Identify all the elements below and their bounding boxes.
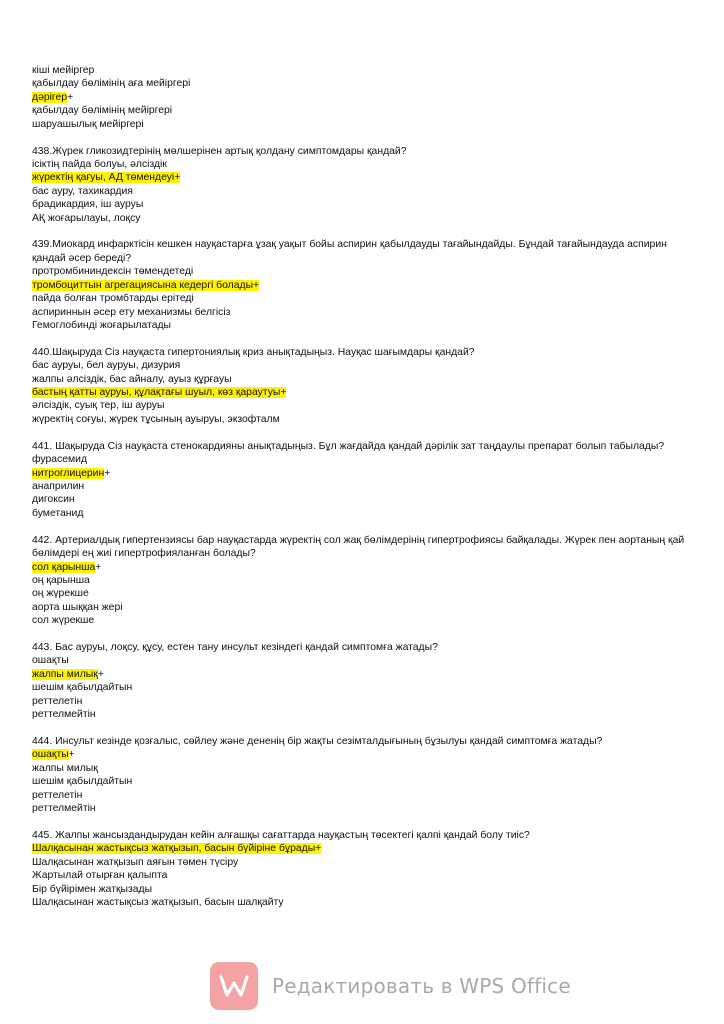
- answer-option: [32, 614, 692, 627]
- answer-option: [32, 574, 692, 587]
- answer-option: [32, 681, 692, 694]
- option-text: реттелмейтін: [32, 803, 96, 814]
- option-text: реттелетін: [32, 695, 83, 707]
- question-title: 445. Жалпы жансыздандырудан кейін алғашқы сағаттарда науқастың төсектегі қалпі қандай болу тиіс?: [32, 829, 530, 841]
- option-text: аорта шыққан жері: [32, 601, 123, 613]
- answer-option: [32, 413, 692, 426]
- correct-marker: +: [68, 749, 75, 761]
- option-text: Гемоглобинді жоғарылатады: [32, 319, 172, 331]
- wps-edit-label: Редактировать в WPS Office: [272, 974, 571, 998]
- answer-option-correct: [32, 91, 692, 104]
- option-text: ошақты: [32, 655, 69, 667]
- answer-option: [32, 869, 692, 882]
- option-text: Шалқасынан жастықсыз жатқызып, басын шалқайту: [32, 896, 284, 908]
- block-gap: [32, 225, 692, 239]
- answer-option: [32, 198, 692, 211]
- highlighted-answer: Шалқасынан жастықсыз жатқызып, басын бүйіріне бұрады+: [32, 843, 322, 855]
- option-text: анаприлин: [32, 480, 85, 492]
- highlighted-answer: ошақты: [32, 749, 69, 761]
- answer-option: [32, 708, 692, 721]
- option-text: шешім қабылдайтын: [32, 682, 133, 694]
- question-title: 444. Инсульт кезінде қозғалыс, сөйлеу және дененің бір жақты сезімталдығының бұзылуы қандай симптомға жатады?: [32, 735, 603, 747]
- option-text: кіші мейіргер: [32, 65, 95, 76]
- answer-option: [32, 319, 692, 332]
- answer-option: [32, 762, 692, 775]
- answer-option: [32, 185, 692, 198]
- answer-option: [32, 399, 692, 412]
- highlighted-answer: тромбоциттын агрегациясына кедергі болады+: [32, 279, 260, 291]
- option-text: оң жүрекше: [32, 588, 89, 600]
- answer-option: [32, 292, 692, 305]
- question-title: 442. Артериалдық гипертензиясы бар науқастарда жүректің сол жақ бөлімдерінің гипертрофиясы байқалады. Жүрек пен аортаның қай бөлімдері ең жиі гипертрофияланған болады?: [32, 534, 685, 560]
- option-text: брадикардия, іш ауруы: [32, 199, 144, 211]
- highlighted-answer: нитроглицерин: [32, 467, 105, 479]
- correct-marker: +: [95, 561, 102, 573]
- answer-option: [32, 654, 692, 667]
- wps-edit-banner[interactable]: [210, 962, 571, 1010]
- answer-option: [32, 896, 692, 909]
- block-gap: [32, 628, 692, 642]
- block-gap: [32, 131, 692, 145]
- option-text: Бір бүйірімен жатқызады: [32, 883, 153, 895]
- correct-marker: +: [104, 467, 111, 479]
- answer-option-correct: [32, 668, 692, 681]
- answer-option: [32, 373, 692, 386]
- option-text: Жартылай отырған қалыпта: [32, 870, 168, 882]
- block-gap: [32, 332, 692, 346]
- answer-option: [32, 789, 692, 802]
- answer-option: [32, 306, 692, 319]
- option-text: жалпы әлсіздік, бас айналу, ауыз құрғауы: [32, 373, 232, 385]
- highlighted-answer: жалпы милық: [32, 668, 98, 680]
- answer-option: [32, 158, 692, 171]
- answer-option: [32, 118, 692, 131]
- answer-option: [32, 77, 692, 90]
- block-gap: [32, 815, 692, 829]
- answer-option: [32, 802, 692, 815]
- block-gap: [32, 721, 692, 735]
- option-text: буметанид: [32, 507, 84, 519]
- question-title: 438.Жүрек гликозидтерінің мөлшерінен артық қолдану симптомдары қандай?: [32, 145, 407, 157]
- question-title: 443. Бас ауруы, лоқсу, құсу, естен тану инсульт кезіндегі қандай симптомға жатады?: [32, 642, 438, 654]
- answer-option: [32, 883, 692, 896]
- option-text: дигоксин: [32, 494, 75, 506]
- answer-option-correct: [32, 171, 692, 184]
- answer-option: [32, 856, 692, 869]
- option-text: қабылдау бөлімінің аға мейіргері: [32, 78, 191, 90]
- block-gap: [32, 520, 692, 534]
- option-text: шаруашылық мейіргері: [32, 118, 144, 130]
- option-text: әлсіздік, суық тер, іш ауруы: [32, 400, 165, 412]
- answer-option: [32, 359, 692, 372]
- highlighted-answer: сол қарынша: [32, 561, 96, 573]
- option-text: бас ауруы, бел ауруы, дизурия: [32, 360, 181, 372]
- option-text: шешім қабылдайтын: [32, 776, 133, 788]
- answer-option-correct: [32, 386, 692, 399]
- answer-option: [32, 212, 692, 225]
- answer-option: [32, 480, 692, 493]
- option-text: протромбининдексін төмендетеді: [32, 266, 194, 278]
- question-title: 440.Шақыруда Сіз науқаста гипертониялық криз анықтадыңыз. Науқас шағымдары қандай?: [32, 346, 475, 358]
- option-text: Шалқасынан жатқызып аяғын төмен түсіру: [32, 856, 239, 868]
- option-text: реттелетін: [32, 789, 83, 801]
- correct-marker: +: [67, 91, 74, 103]
- answer-option: [32, 587, 692, 600]
- answer-option-correct: [32, 279, 692, 292]
- answer-option: [32, 104, 692, 117]
- option-text: пайда болған тромбтарды ерітеді: [32, 293, 194, 305]
- option-text: жүректің соғуы, жүрек тұсының ауыруы, экзофталм: [32, 413, 280, 425]
- option-text: оң қарынша: [32, 574, 90, 586]
- option-text: фурасемид: [32, 454, 88, 466]
- highlighted-answer: дәрігер: [32, 91, 68, 103]
- answer-option: [32, 695, 692, 708]
- question-title: 439.Миокард инфарктісін кешкен науқастарға ұзақ уақыт бойы аспирин қабылдауды тағайындайды. Бұндай тағайындауда аспирин қандай әсер береді?: [32, 239, 667, 264]
- answer-option-correct: [32, 842, 692, 855]
- option-text: қабылдау бөлімінің мейіргері: [32, 105, 173, 117]
- answer-option: [32, 64, 692, 77]
- highlighted-answer: жүректің қағуы, АД төмендеуі+: [32, 172, 181, 184]
- document-page: [32, 64, 692, 909]
- option-text: АҚ жоғарылауы, лоқсу: [32, 212, 141, 224]
- option-text: аспириннын әсер ету механизмы белгісіз: [32, 306, 231, 318]
- wps-logo-icon: [210, 962, 258, 1010]
- option-text: сол жүрекше: [32, 615, 95, 627]
- answer-option: [32, 775, 692, 788]
- correct-marker: +: [97, 668, 104, 680]
- answer-option: [32, 601, 692, 614]
- block-gap: [32, 426, 692, 440]
- answer-option: [32, 507, 692, 520]
- highlighted-answer: бастың қатты ауруы, құлақтағы шуыл, көз қараутуы+: [32, 387, 287, 399]
- answer-option-correct: [32, 561, 692, 574]
- answer-option: [32, 493, 692, 506]
- answer-option: [32, 265, 692, 278]
- option-text: жалпы милық: [32, 762, 98, 774]
- option-text: реттелмейтін: [32, 709, 96, 721]
- option-text: ісіктің пайда болуы, әлсіздік: [32, 158, 167, 170]
- option-text: бас ауру, тахикардия: [32, 185, 133, 197]
- answer-option-correct: [32, 748, 692, 761]
- answer-option: [32, 453, 692, 466]
- question-title: 441. Шақыруда Сіз науқаста стенокардияны анықтадыңыз. Бұл жағдайда қандай дәрілік зат таңдаулы препарат болып табылады?: [32, 440, 665, 452]
- answer-option-correct: [32, 467, 692, 480]
